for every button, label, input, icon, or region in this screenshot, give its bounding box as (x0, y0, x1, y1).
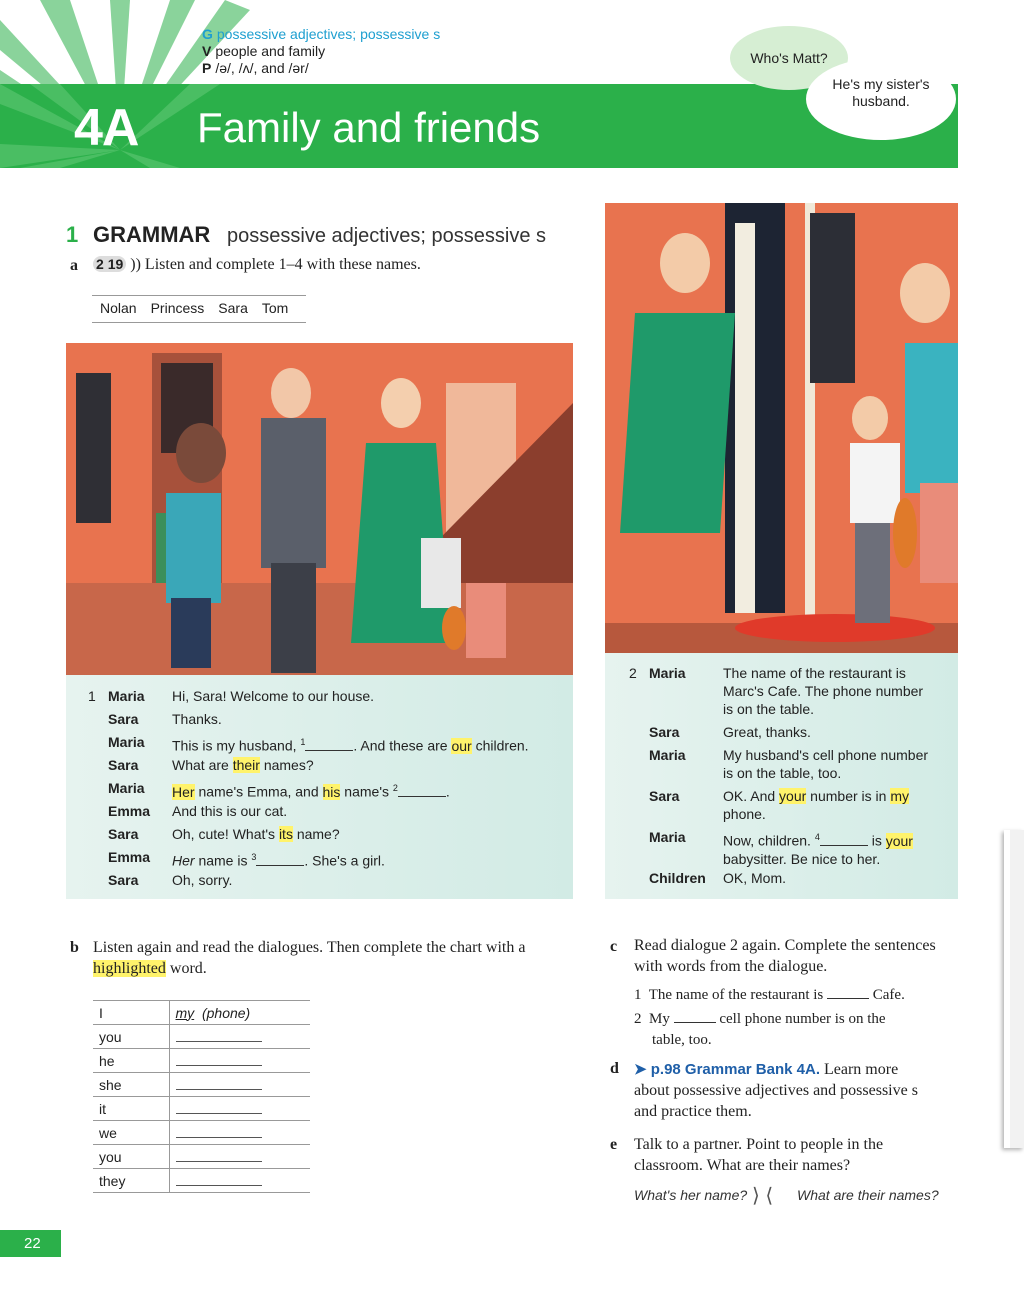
unit-title: Family and friends (197, 104, 541, 151)
example-question-1: What's her name? (634, 1187, 748, 1203)
pronunciation-focus: P /ə/, /ʌ/, and /ər/ (202, 60, 309, 76)
exercise-a-instruction: 2 19 )) Listen and complete 1–4 with these names. (93, 256, 421, 274)
dialogue-line: Her name's Emma, and his name's $^2$ . (172, 783, 450, 800)
answer-cell[interactable] (169, 1073, 310, 1097)
dialogue-number: 1 (88, 688, 96, 704)
unit-number: 4A (74, 99, 139, 157)
dialogue-line: Oh, cute! What's its name? (172, 826, 340, 842)
name-option: Tom (261, 300, 289, 316)
dialogue-line: And this is our cat. (172, 803, 288, 819)
pronoun-cell: we (93, 1121, 169, 1145)
exercise-c-item-1: 1 The name of the restaurant is Cafe. (634, 987, 905, 1003)
dialogue-line: OK. And your number is in my phone. (723, 788, 909, 822)
exercise-letter-e: e (610, 1136, 618, 1153)
exercise-letter-a: a (70, 257, 78, 274)
answer-blank[interactable] (827, 987, 869, 999)
speaker: Maria (649, 747, 686, 763)
pronoun-cell: she (93, 1073, 169, 1097)
grammar-focus: G possessive adjectives; possessive s (202, 26, 441, 42)
speaker: Maria (108, 688, 145, 704)
answer-cell[interactable] (169, 1049, 310, 1073)
table-row (93, 1145, 310, 1169)
speaker: Sara (108, 826, 139, 842)
dialogue-2 (605, 653, 958, 899)
exercise-c-instruction: Read dialogue 2 again. Complete the sentences with words from the dialogue. (634, 937, 936, 975)
dialogue-line: The name of the restaurant is Marc's Cafe. The phone number is on the table. (723, 665, 924, 717)
speaker: Maria (108, 734, 145, 750)
section-title: GRAMMAR (93, 222, 211, 247)
audio-icon: )) (130, 256, 141, 273)
dialogue-line: Her name is $^3$ . She's a girl. (172, 852, 385, 869)
section-number: 1 (66, 222, 79, 247)
dialogue-line: OK, Mom. (723, 870, 787, 886)
exercise-letter-c: c (610, 938, 618, 955)
dialogue-line: My husband's cell phone number is on the table, too. (723, 747, 929, 781)
dialogue-line: Now, children. $^4$ is your babysitter. Be nice to her. (723, 832, 913, 867)
speaker: Sara (108, 757, 139, 773)
speech-bracket-icon: ⟩ ⟨ (752, 1185, 774, 1207)
grammar-bank-link[interactable]: ➤ p.98 Grammar Bank 4A. (634, 1061, 820, 1078)
table-row (93, 1049, 310, 1073)
page-number: 22 (0, 1230, 61, 1257)
dialogue-line: This is my husband, $^1$ . And these are our children. (172, 737, 529, 754)
table-row (93, 1121, 310, 1145)
name-option: Princess (150, 300, 205, 316)
table-row (93, 1073, 310, 1097)
pronoun-cell: you (93, 1025, 169, 1049)
answer-blank[interactable] (674, 1011, 716, 1023)
speaker: Sara (649, 724, 680, 740)
name-option: Sara (218, 300, 248, 316)
speaker: Maria (649, 829, 686, 845)
dialogue-number: 2 (629, 665, 637, 681)
table-row (93, 1169, 310, 1193)
audio-track-badge[interactable]: 2 19 (93, 256, 126, 272)
example-question-2: What are their names? (797, 1187, 939, 1203)
pronoun-cell: you (93, 1145, 169, 1169)
exercise-letter-b: b (70, 939, 79, 956)
speaker: Maria (649, 665, 686, 681)
illustration-family-welcome (66, 343, 573, 675)
speaker: Children (649, 870, 706, 886)
answer-cell[interactable] (169, 1169, 310, 1193)
name-option: Nolan (100, 300, 137, 316)
exercise-e-instruction: Talk to a partner. Point to people in the classroom. What are their names? (634, 1136, 884, 1174)
answer-cell[interactable] (169, 1025, 310, 1049)
vocab-focus: V people and family (202, 43, 326, 59)
answer-blank[interactable] (820, 834, 868, 846)
pronoun-cell: it (93, 1097, 169, 1121)
answer-cell[interactable] (169, 1145, 310, 1169)
answer-cell[interactable] (169, 1121, 310, 1145)
dialogue-1 (66, 675, 573, 899)
section-subtitle: possessive adjectives; possessive s (227, 225, 547, 247)
possessive-chart (93, 1000, 310, 1193)
dialogue-line: What are their names? (172, 757, 314, 773)
speech-bubble-question: Who's Matt? (730, 26, 848, 90)
speaker: Sara (649, 788, 680, 804)
illustration-babysitter-door (605, 203, 958, 653)
dialogue-line: Great, thanks. (723, 724, 811, 740)
table-row (93, 1097, 310, 1121)
answer-cell: my (phone) (169, 1001, 310, 1025)
dialogue-line: Hi, Sara! Welcome to our house. (172, 688, 375, 704)
speaker: Emma (108, 803, 151, 819)
side-photo-edge (1004, 830, 1024, 1148)
pronoun-cell: I (93, 1001, 169, 1025)
exercise-c-item-2: 2 My cell phone number is on the table, too. (634, 1011, 886, 1048)
speech-bubble-answer: He's my sister's husband. (806, 58, 956, 140)
pronoun-cell: he (93, 1049, 169, 1073)
name-box (92, 295, 306, 323)
speaker: Maria (108, 780, 145, 796)
pronoun-cell: they (93, 1169, 169, 1193)
speaker: Sara (108, 711, 139, 727)
exercise-letter-d: d (610, 1060, 619, 1077)
exercise-d-instruction: ➤ p.98 Grammar Bank 4A. Learn more about possessive adjectives and possessive s and practice them. (634, 1061, 918, 1120)
dialogue-line: Thanks. (172, 711, 222, 727)
answer-blank[interactable] (256, 854, 304, 866)
speaker: Emma (108, 849, 151, 865)
answer-blank[interactable] (398, 785, 446, 797)
dialogue-line: Oh, sorry. (172, 872, 233, 888)
table-row (93, 1001, 310, 1025)
speaker: Sara (108, 872, 139, 888)
table-row (93, 1025, 310, 1049)
arrow-right-icon: ➤ (634, 1061, 647, 1078)
answer-blank[interactable] (305, 739, 353, 751)
exercise-b-instruction: Listen again and read the dialogues. Then complete the chart with a highlighted word. (93, 939, 526, 977)
answer-cell[interactable] (169, 1097, 310, 1121)
